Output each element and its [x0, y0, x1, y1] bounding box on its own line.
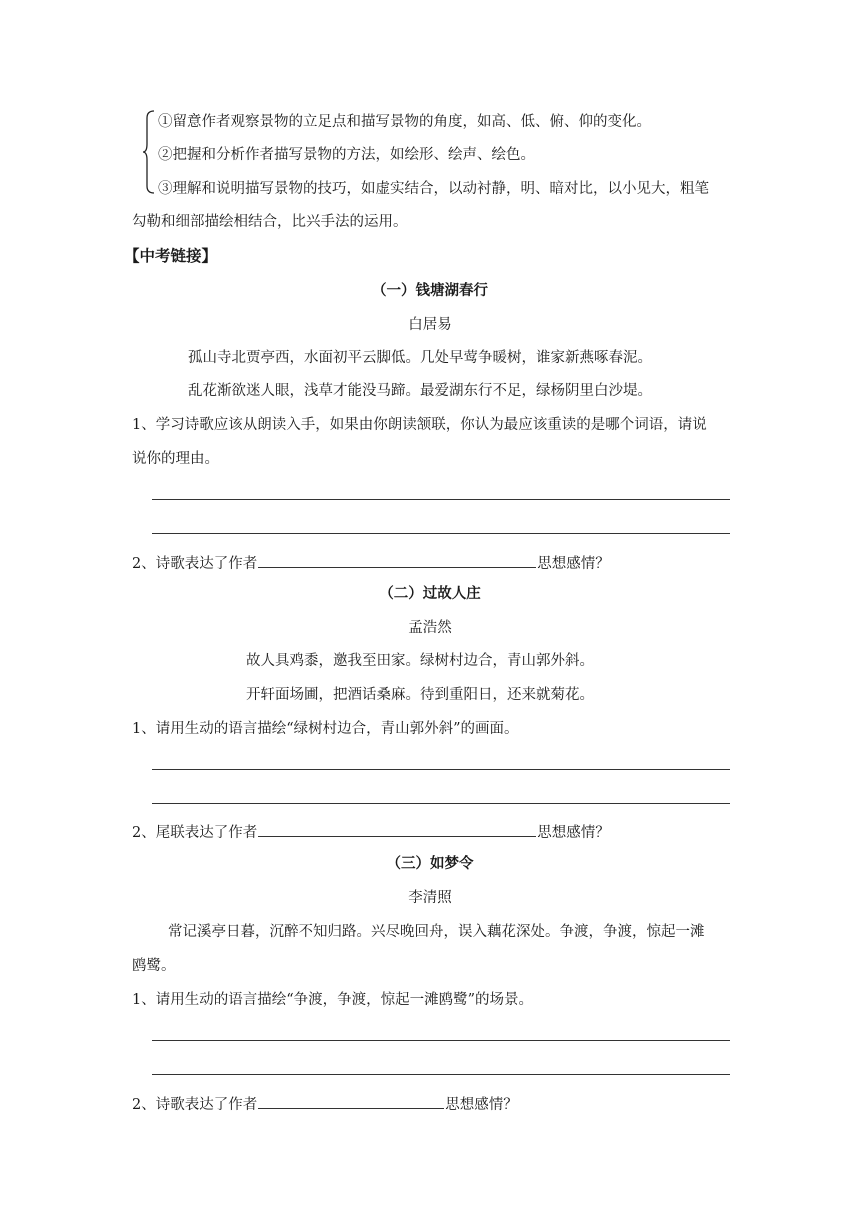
- answer-line[interactable]: [152, 499, 730, 500]
- answer-line[interactable]: [152, 533, 730, 534]
- tip-item-2: ②把握和分析作者描写景物的方法，如绘形、绘声、绘色。: [158, 147, 535, 163]
- answer-line[interactable]: [152, 803, 730, 804]
- question-suffix: 思想感情？: [445, 1097, 518, 1113]
- poem3-text-cont: 鸥鹭。: [132, 958, 176, 974]
- poem3-question-2: [132, 1092, 518, 1115]
- tip-item-3: ③理解和说明描写景物的技巧，如虚实结合，以动衬静，明、暗对比，以小见大，粗笔: [158, 181, 709, 197]
- question-prefix: 2、诗歌表达了作者: [132, 1097, 258, 1113]
- poem2-author: 孟浩然: [408, 620, 452, 636]
- answer-line[interactable]: [152, 1040, 730, 1041]
- answer-line[interactable]: [152, 1074, 730, 1075]
- fill-in-blank[interactable]: [258, 551, 536, 568]
- answer-line[interactable]: [152, 769, 730, 770]
- poem3-text: 常记溪亭日暮，沉醉不知归路。兴尽晚回舟，误入藕花深处。争渡，争渡，惊起一滩: [168, 924, 705, 940]
- poem1-author: 白居易: [408, 317, 452, 333]
- poem2-question-2: [132, 820, 610, 843]
- tip-item-1: ①留意作者观察景物的立足点和描写景物的角度，如高、低、俯、仰的变化。: [158, 114, 651, 130]
- poem3-author: 李清照: [408, 890, 452, 906]
- curly-brace: [142, 110, 156, 194]
- question-prefix: 2、尾联表达了作者: [132, 825, 258, 841]
- question-suffix: 思想感情？: [537, 825, 610, 841]
- poem1-question-1-cont: 说你的理由。: [132, 451, 219, 467]
- section-heading: 【中考链接】: [124, 246, 218, 265]
- poem1-title: （一）钱塘湖春行: [372, 282, 488, 299]
- poem1-question-2: [132, 551, 610, 574]
- question-prefix: 2、诗歌表达了作者: [132, 556, 258, 572]
- poem3-question-1: 1、请用生动的语言描绘“争渡，争渡，惊起一滩鸥鹭”的场景。: [132, 992, 534, 1008]
- poem2-title: （二）过故人庄: [379, 585, 481, 602]
- poem2-line-1: 故人具鸡黍，邀我至田家。绿树村边合，青山郭外斜。: [246, 653, 594, 669]
- poem1-question-1: 1、学习诗歌应该从朗读入手，如果由你朗读颔联，你认为最应该重读的是哪个词语，请说: [132, 417, 707, 433]
- poem2-question-1: 1、请用生动的语言描绘“绿树村边合，青山郭外斜”的画面。: [132, 721, 519, 737]
- question-suffix: 思想感情？: [537, 556, 610, 572]
- poem3-title: （三）如梦令: [386, 855, 474, 872]
- poem2-line-2: 开轩面场圃，把酒话桑麻。待到重阳日，还来就菊花。: [246, 687, 594, 703]
- poem1-line-1: 孤山寺北贾亭西，水面初平云脚低。几处早莺争暖树，谁家新燕啄春泥。: [188, 350, 652, 366]
- tip-item-3-cont: 勾勒和细部描绘相结合，比兴手法的运用。: [132, 214, 408, 230]
- fill-in-blank[interactable]: [258, 820, 536, 837]
- fill-in-blank[interactable]: [258, 1092, 444, 1109]
- poem1-line-2: 乱花渐欲迷人眼，浅草才能没马蹄。最爱湖东行不足，绿杨阴里白沙堤。: [188, 383, 652, 399]
